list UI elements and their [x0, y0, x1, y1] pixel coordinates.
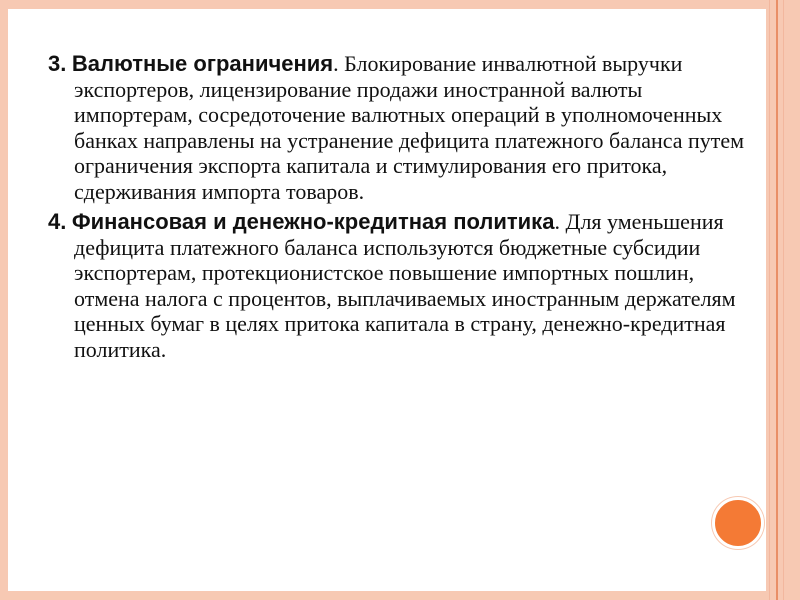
item-number: 4. [48, 209, 67, 234]
item-text: . Для уменьшения дефицита платежного баланса используются бюджетные субсидии экспортерам, протекционистское повышение импортных пошлин, отмена налога с процентов, выплачиваемых иностранным держателям ценных бумаг в целях притока капитала в страну, денежно-кредитная политика. [74, 209, 736, 362]
slide-body [48, 51, 753, 362]
decorative-line [769, 0, 770, 600]
item-heading: Финансовая и денежно-кредитная политика [71, 209, 555, 234]
item-heading: Валютные ограничения [71, 51, 334, 76]
decorative-line [776, 0, 778, 600]
decorative-line [783, 0, 784, 600]
decorative-circle [712, 497, 764, 549]
item-text: . Блокирование инвалютной выручки экспортеров, лицензирование продажи иностранной валюты импортерам, сосредоточение валютных операций в уполномоченных банках направлены на устранение дефицита платежного баланса путем ограничения экспорта капитала и стимулирования его притока, сдерживания импорта товаров. [74, 51, 745, 204]
paragraph-financial-policy [48, 209, 753, 362]
item-number: 3. [48, 51, 67, 76]
paragraph-currency-restrictions [48, 51, 753, 204]
